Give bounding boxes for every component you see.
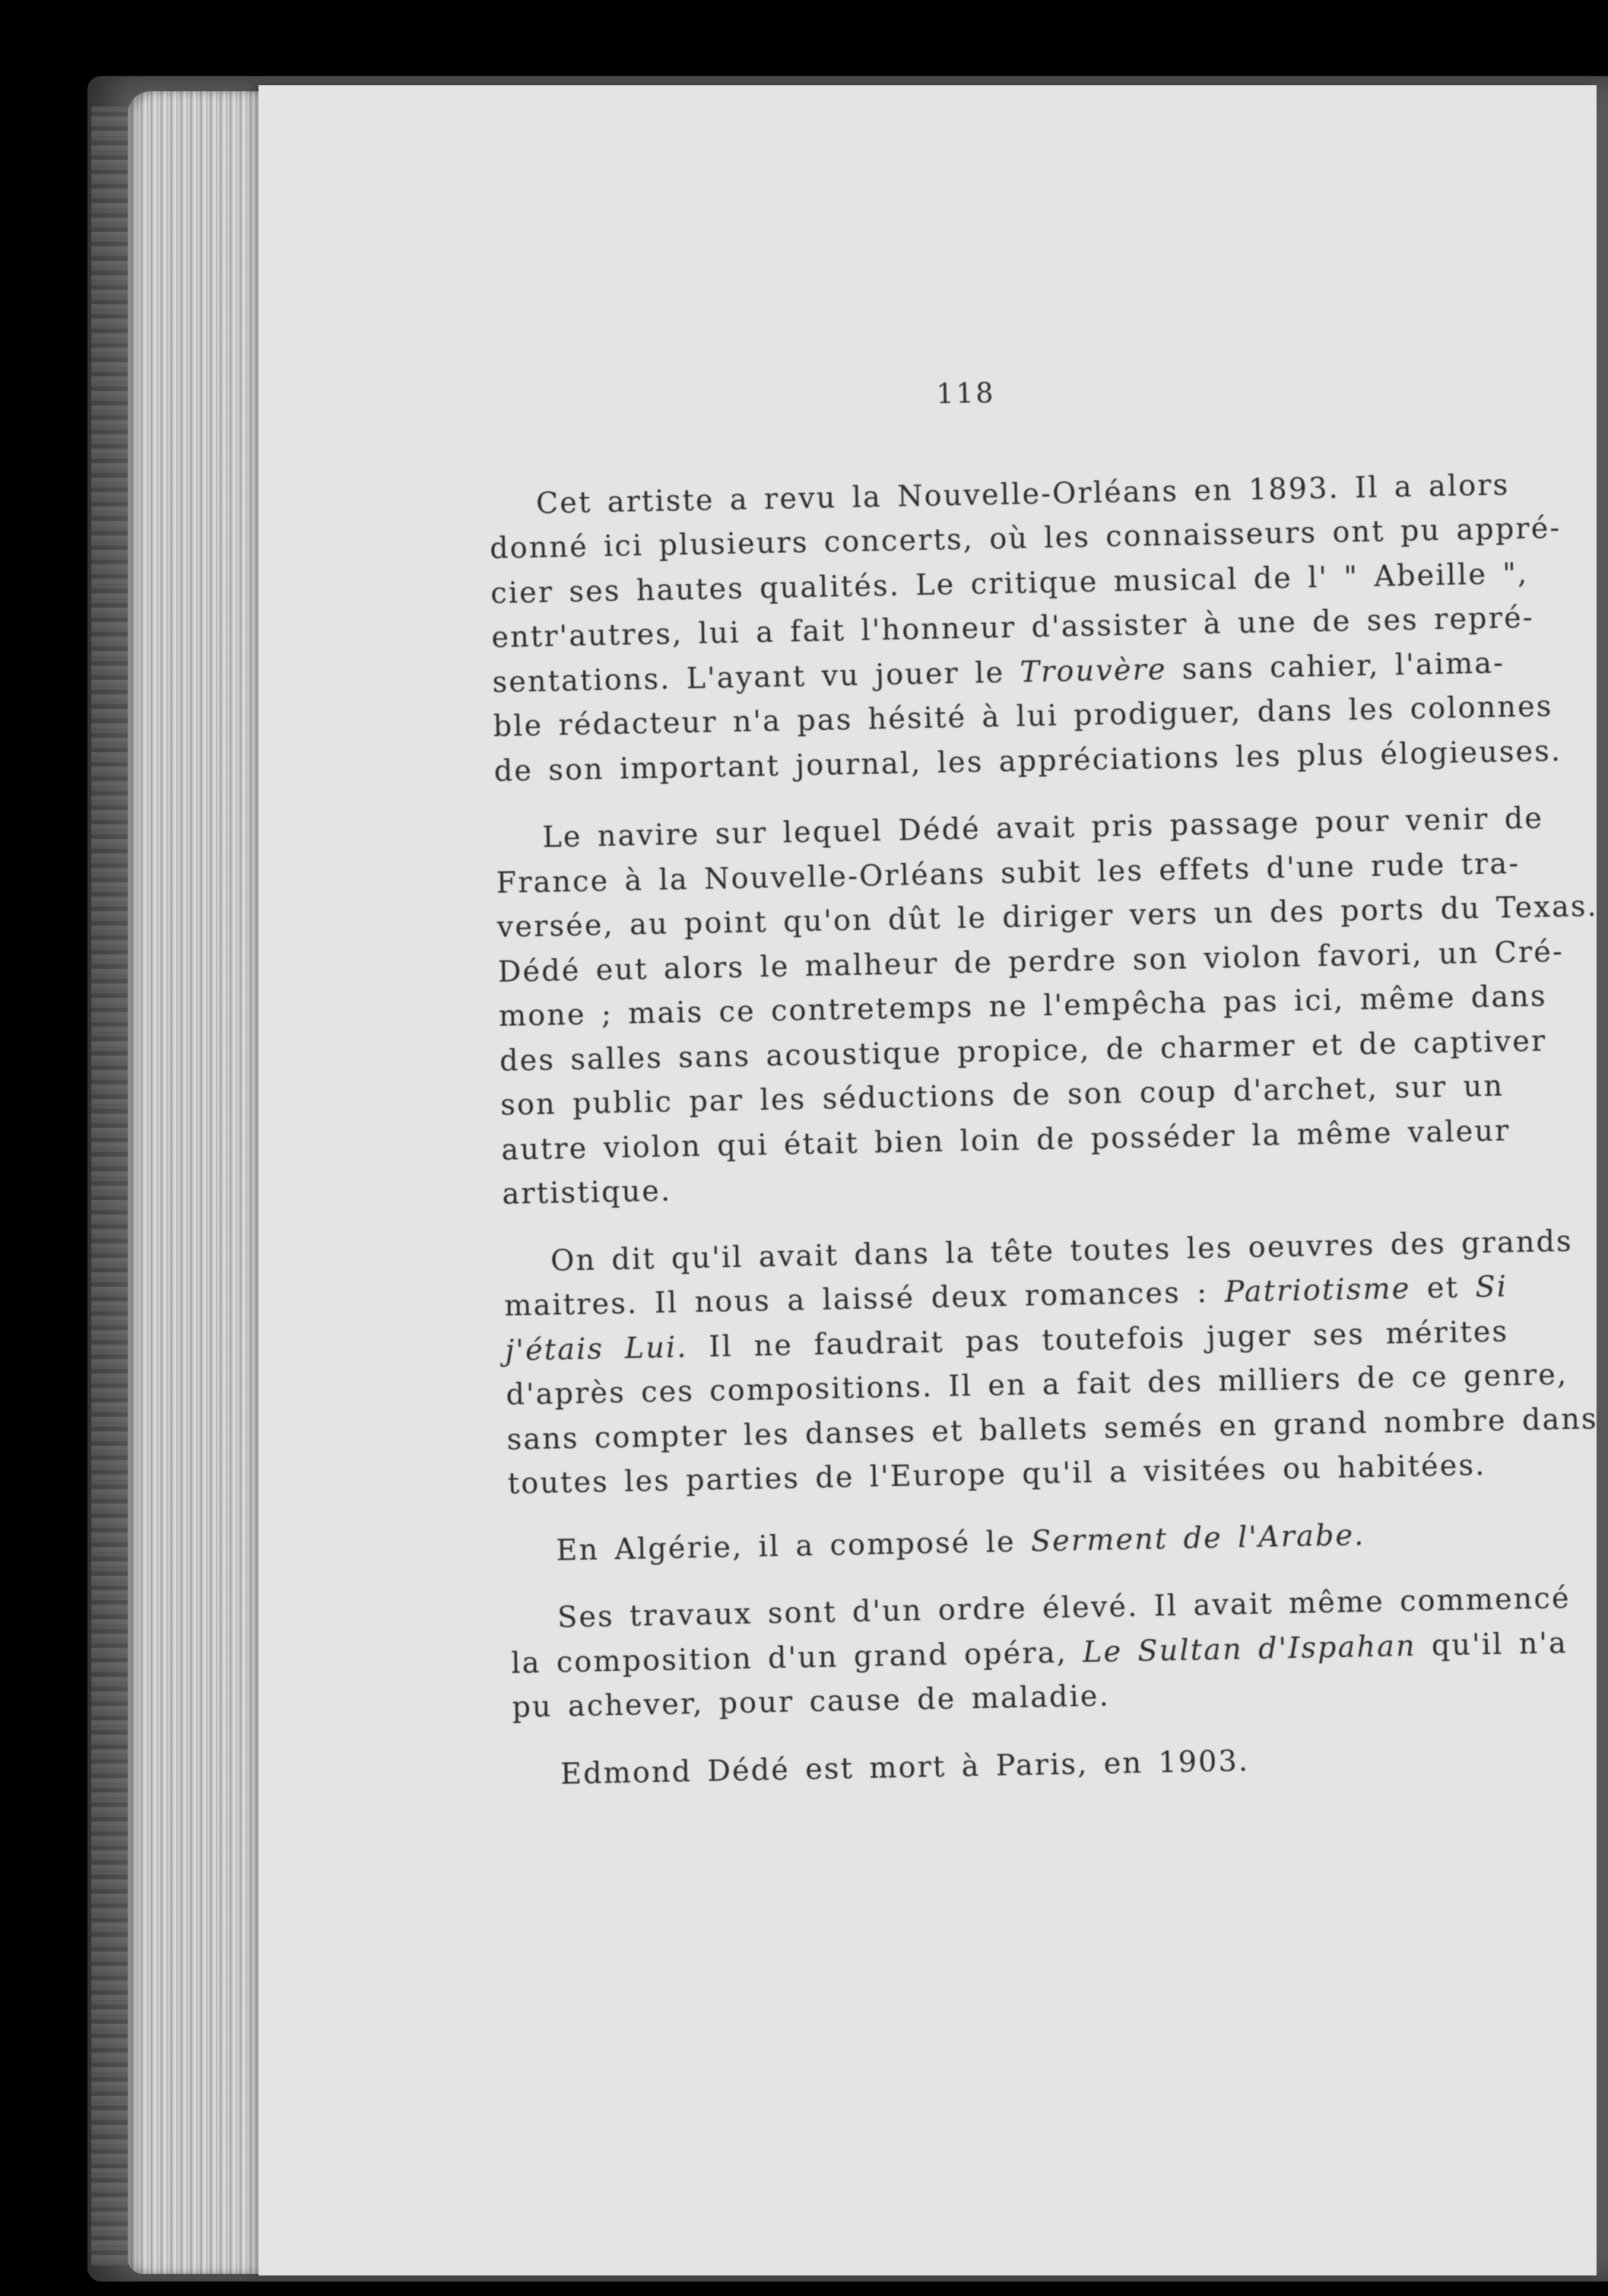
- text-run: de son important journal, les appréciations les plus élogieuses.: [493, 733, 1562, 788]
- italic-title: Patriotisme: [1224, 1271, 1411, 1309]
- text-run: pu achever, pour cause de maladie.: [512, 1678, 1111, 1724]
- text-run: et: [1410, 1270, 1476, 1305]
- paragraph: [503, 1220, 1599, 1506]
- book-page: [258, 85, 1597, 2275]
- paragraph-list: [489, 462, 1599, 1797]
- paragraph: [510, 1577, 1572, 1729]
- text-run: Il ne faudrait pas toutefois juger ses mérites: [687, 1313, 1509, 1364]
- text-run: On dit qu'il avait dans la tête toutes les oeuvres des grands: [550, 1224, 1574, 1278]
- text-run: son public par les séductions de son coup d'archet, sur un: [500, 1069, 1505, 1122]
- italic-title: j'étais Lui.: [505, 1329, 688, 1367]
- text-run: sans cahier, l'aima-: [1166, 645, 1505, 686]
- page-edges: [128, 91, 272, 2274]
- text-run: maitres. Il nous a laissé deux romances :: [503, 1275, 1226, 1323]
- text-run: France à la Nouvelle-Orléans subit les effets d'une rude tra-: [496, 846, 1521, 900]
- paragraph: [495, 797, 1599, 1217]
- text-run: sentations. L'ayant vu jouer le: [492, 655, 1020, 699]
- italic-title: Si: [1475, 1269, 1508, 1304]
- text-run: Cet artiste a revu la Nouvelle-Orléans en 1893. Il a alors: [535, 467, 1510, 520]
- text-run: donné ici plusieurs concerts, où les connaisseurs ont pu appré-: [489, 510, 1562, 565]
- paragraph: [509, 1510, 1513, 1574]
- text-run: entr'autres, lui a fait l'honneur d'assister à une de ses repré-: [491, 600, 1535, 654]
- text-run: mone ; mais ce contretemps ne l'empêcha pas ici, même dans: [498, 979, 1547, 1033]
- text-run: Dédé eut alors le malheur de perdre son violon favori, un Cré-: [497, 934, 1565, 989]
- text-line: [509, 1510, 1513, 1574]
- text-run: ble rédacteur n'a pas hésité à lui prodiguer, dans les colonnes: [493, 689, 1553, 743]
- text-run: Ses travaux sont d'un ordre élevé. Il avait même commencé: [557, 1580, 1572, 1634]
- text-run: Le navire sur lequel Dédé avait pris passage pour venir de: [542, 801, 1544, 854]
- paragraph: [489, 462, 1562, 793]
- text-run: d'après ces compositions. Il en a fait des milliers de ce genre,: [506, 1357, 1568, 1412]
- text-run: artistique.: [502, 1173, 672, 1211]
- text-run: sans compter les danses et ballets semés en grand nombre dans: [506, 1401, 1599, 1456]
- paragraph: [513, 1733, 1518, 1797]
- text-run: toutes les parties de l'Europe qu'il a visitées ou habitées.: [507, 1448, 1486, 1500]
- text-run: versée, au point qu'on dût le diriger vers un des ports du Texas.: [496, 889, 1599, 944]
- text-run: des salles sans acoustique propice, de charmer et de captiver: [499, 1023, 1547, 1078]
- text-run: qu'il n'a: [1416, 1625, 1568, 1662]
- text-run: la composition d'un grand opéra,: [510, 1634, 1083, 1680]
- italic-title: Serment de l'Arabe.: [1030, 1517, 1365, 1558]
- text-run: cier ses hautes qualités. Le critique musical de l' " Abeille ",: [490, 556, 1529, 610]
- page-text: [487, 363, 1599, 1820]
- italic-title: Trouvère: [1020, 652, 1168, 689]
- text-line: [513, 1733, 1518, 1797]
- text-run: autre violon qui était bien loin de posséder la même valeur: [500, 1113, 1511, 1167]
- text-run: Edmond Dédé est mort à Paris, en 1903.: [560, 1743, 1250, 1790]
- page-number: 118: [936, 378, 996, 411]
- text-run: En Algérie, il a composé le: [556, 1524, 1032, 1567]
- italic-title: Le Sultan d'Ispahan: [1082, 1628, 1417, 1669]
